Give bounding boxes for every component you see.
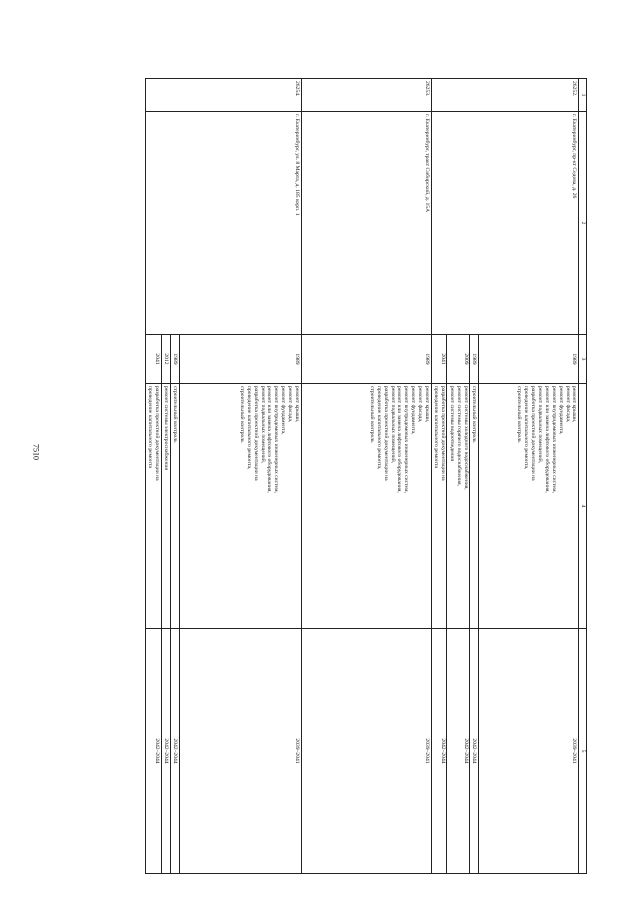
header-col-2: 2: [579, 112, 587, 335]
work-item: проведение капитального ремонта,: [245, 386, 252, 470]
address-cell: г. Екатеринбург, ул. 8 Марта, д. 185 корп. 1: [145, 112, 301, 335]
work-item: ремонт крыши,: [294, 386, 301, 423]
work-item: ремонт фундамента,: [557, 386, 564, 435]
period-cell: 2042–2044: [431, 629, 447, 874]
work-item: ремонт или замена лифтового оборудования,: [543, 386, 550, 493]
work-item: ремонт внутридомовых инженерных систем,: [273, 386, 280, 493]
work-item: строительный контроль: [471, 386, 478, 443]
table-row: [301, 79, 431, 874]
work-item: разработка проектной документации на: [252, 386, 259, 481]
work-item: ремонт системы водоотведения: [448, 386, 455, 461]
work-item: проведение капитального ремонта,: [523, 386, 530, 470]
works-cell: [447, 384, 470, 629]
header-row: [579, 79, 587, 874]
work-item: проведение капитального ремонта,: [375, 386, 382, 470]
period-cell: 2039–2041: [301, 629, 431, 874]
year-cell: 2012: [161, 335, 170, 384]
work-item: ремонт подвальных помещений,: [536, 386, 543, 464]
works-cell: [179, 384, 301, 629]
work-item: ремонт крыши,: [424, 386, 431, 423]
work-item: ремонт подвальных помещений,: [259, 386, 266, 464]
works-cell: [431, 384, 447, 629]
repair-schedule-table: [145, 78, 587, 874]
work-item: разработка проектной документации на: [439, 386, 446, 481]
period-cell: 2042–2044: [470, 629, 479, 874]
year-cell: 2041: [431, 335, 447, 384]
year-cell: 1989: [479, 335, 579, 384]
year-cell: 1989: [301, 335, 431, 384]
work-item: разработка проектной документации на: [530, 386, 537, 481]
work-item: разработка проектной документации на: [382, 386, 389, 481]
year-cell: 1989: [470, 335, 479, 384]
work-item: ремонт фундамента,: [410, 386, 417, 435]
works-cell: [170, 384, 179, 629]
header-col-4: 4: [579, 384, 587, 629]
year-cell: 2009: [447, 335, 470, 384]
header-col-3: 3: [579, 335, 587, 384]
address-cell: г. Екатеринбург, тракт Сибирский, д. 15А: [301, 112, 431, 335]
work-item: строительный контроль: [238, 386, 245, 443]
period-cell: 2042–2044: [447, 629, 470, 874]
work-item: ремонт или замена лифтового оборудования,: [266, 386, 273, 493]
work-item: ремонт системы горячего водоснабжения,: [455, 386, 462, 486]
rotated-table-container: [82, 78, 587, 848]
works-cell: [479, 384, 579, 629]
table-row: [179, 79, 301, 874]
year-cell: 1989: [170, 335, 179, 384]
work-item: проведение капитального ремонта: [432, 386, 439, 468]
work-item: ремонт внутридомовых инженерных систем,: [550, 386, 557, 493]
table-row: [479, 79, 579, 874]
work-item: ремонт фасада,: [287, 386, 294, 423]
works-cell: [470, 384, 479, 629]
row-number: 26252.: [431, 79, 578, 112]
address-cell: г. Екатеринбург, пр-кт Седова, д. 26: [431, 112, 578, 335]
row-number: 26254.: [145, 79, 301, 112]
table-header: [579, 79, 587, 874]
page-number: 7510: [31, 444, 41, 460]
header-col-1: 1: [579, 79, 587, 112]
works-cell: [301, 384, 431, 629]
work-item: строительный контроль: [368, 386, 375, 443]
period-cell: 2042–2044: [161, 629, 170, 874]
work-item: строительный контроль: [516, 386, 523, 443]
work-item: ремонт или замена лифтового оборудования,: [396, 386, 403, 493]
work-item: строительный контроль: [172, 386, 179, 443]
year-cell: 2041: [145, 335, 161, 384]
period-cell: 2039–2041: [479, 629, 579, 874]
table-body: [145, 79, 578, 874]
period-cell: 2042–2044: [145, 629, 161, 874]
work-item: ремонт фундамента,: [280, 386, 287, 435]
work-item: разработка проектной документации на: [154, 386, 161, 481]
header-col-5: 5: [579, 629, 587, 874]
work-item: ремонт фасада,: [564, 386, 571, 423]
work-item: ремонт внутридомовых инженерных систем,: [403, 386, 410, 493]
year-cell: 1989: [179, 335, 301, 384]
work-item: ремонт системы холодного водоснабжения,: [462, 386, 469, 490]
work-item: ремонт подвальных помещений,: [389, 386, 396, 464]
period-cell: 2042–2044: [170, 629, 179, 874]
period-cell: 2039–2041: [179, 629, 301, 874]
works-cell: [145, 384, 161, 629]
work-item: ремонт фасада,: [417, 386, 424, 423]
row-number: 26253.: [301, 79, 431, 112]
work-item: ремонт крыши,: [571, 386, 578, 423]
work-item: проведение капитального ремонта: [147, 386, 154, 468]
works-cell: [161, 384, 170, 629]
work-item: ремонт системы электроснабжения: [163, 386, 170, 470]
